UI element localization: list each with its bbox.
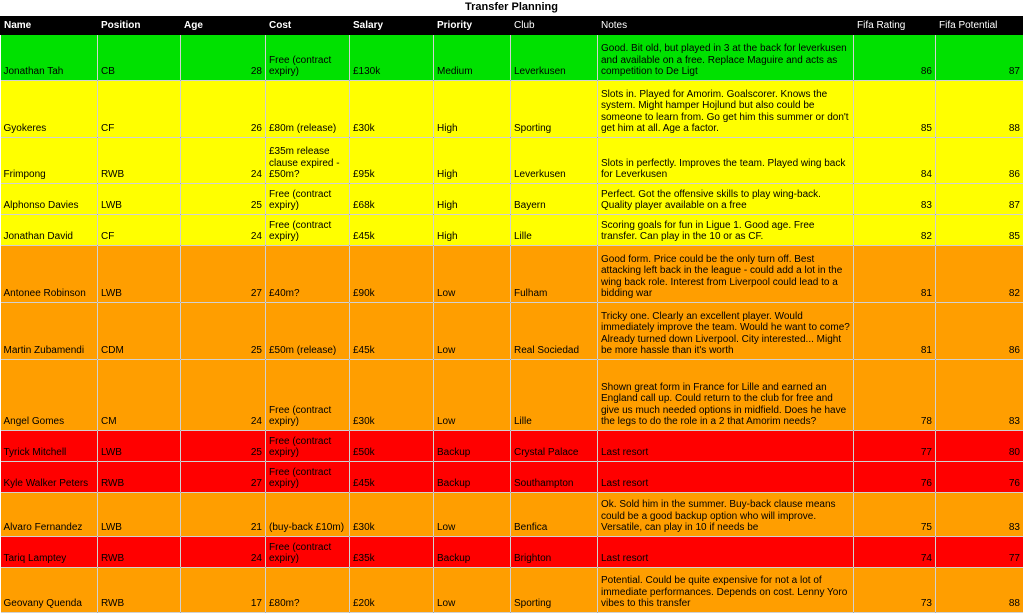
column-header-fifa-rating[interactable]: Fifa Rating — [854, 17, 936, 35]
cell-club[interactable]: Crystal Palace — [511, 431, 598, 462]
cell-salary[interactable]: £95k — [350, 138, 434, 184]
cell-club[interactable]: Bayern — [511, 184, 598, 215]
column-header-position[interactable]: Position — [98, 17, 181, 35]
cell-cost[interactable]: (buy-back £10m) — [266, 493, 350, 537]
cell-name[interactable]: Gyokeres — [1, 81, 98, 138]
cell-fifa-potential[interactable]: 88 — [936, 568, 1023, 613]
column-header-salary[interactable]: Salary — [350, 17, 434, 35]
cell-name[interactable]: Jonathan Tah — [1, 35, 98, 81]
cell-club[interactable]: Lille — [511, 215, 598, 246]
cell-position[interactable]: RWB — [98, 537, 181, 568]
cell-position[interactable]: LWB — [98, 493, 181, 537]
cell-position[interactable]: RWB — [98, 568, 181, 613]
cell-club[interactable]: Brighton — [511, 537, 598, 568]
table-row — [1, 537, 1023, 568]
cell-age[interactable]: 28 — [181, 35, 266, 81]
cell-club[interactable]: Leverkusen — [511, 138, 598, 184]
cell-fifa-potential[interactable]: 82 — [936, 246, 1023, 303]
cell-name[interactable]: Martin Zubamendi — [1, 303, 98, 360]
cell-position[interactable]: CM — [98, 360, 181, 431]
cell-club[interactable]: Sporting — [511, 568, 598, 613]
cell-position[interactable]: RWB — [98, 138, 181, 184]
cell-notes[interactable]: Scoring goals for fun in Ligue 1. Good age. Free transfer. Can play in the 10 or as CF. — [598, 215, 854, 246]
cell-position[interactable]: LWB — [98, 431, 181, 462]
cell-cost[interactable]: Free (contract expiry) — [266, 184, 350, 215]
cell-priority[interactable]: Medium — [434, 35, 511, 81]
cell-position[interactable]: LWB — [98, 184, 181, 215]
cell-salary[interactable]: £30k — [350, 81, 434, 138]
table-row — [1, 246, 1023, 303]
cell-club[interactable]: Sporting — [511, 81, 598, 138]
cell-age[interactable]: 26 — [181, 81, 266, 138]
cell-position[interactable]: CDM — [98, 303, 181, 360]
cell-age[interactable]: 21 — [181, 493, 266, 537]
cell-fifa-rating[interactable]: 84 — [854, 138, 936, 184]
cell-position[interactable]: CB — [98, 35, 181, 81]
cell-notes[interactable]: Potential. Could be quite expensive for not a lot of immediate performances. Depends on cost. Lenny Yoro vibes to this transfer — [598, 568, 854, 613]
cell-club[interactable]: Benfica — [511, 493, 598, 537]
column-header-age[interactable]: Age — [181, 17, 266, 35]
cell-name[interactable]: Angel Gomes — [1, 360, 98, 431]
cell-notes[interactable]: Tricky one. Clearly an excellent player. Would immediately improve the team. Would he want to come? Already turned down Liverpool. City interested... Might be more hassle than it's worth — [598, 303, 854, 360]
cell-age[interactable]: 24 — [181, 537, 266, 568]
cell-fifa-rating[interactable]: 85 — [854, 81, 936, 138]
cell-club[interactable]: Lille — [511, 360, 598, 431]
cell-club[interactable]: Southampton — [511, 462, 598, 493]
cell-cost[interactable]: Free (contract expiry) — [266, 462, 350, 493]
cell-name[interactable]: Geovany Quenda — [1, 568, 98, 613]
cell-cost[interactable]: Free (contract expiry) — [266, 215, 350, 246]
cell-age[interactable]: 25 — [181, 184, 266, 215]
cell-priority[interactable]: Backup — [434, 462, 511, 493]
transfer-planning-table — [0, 16, 1023, 613]
table-row — [1, 303, 1023, 360]
table-row — [1, 138, 1023, 184]
cell-cost[interactable]: £80m? — [266, 568, 350, 613]
cell-fifa-rating[interactable]: 75 — [854, 493, 936, 537]
cell-priority[interactable]: High — [434, 184, 511, 215]
cell-salary[interactable]: £45k — [350, 462, 434, 493]
cell-name[interactable]: Tyrick Mitchell — [1, 431, 98, 462]
cell-position[interactable]: RWB — [98, 462, 181, 493]
table-row — [1, 493, 1023, 537]
cell-notes[interactable]: Good. Bit old, but played in 3 at the back for leverkusen and available on a free. Replace Maguire and acts as competition to De Ligt — [598, 35, 854, 81]
cell-priority[interactable]: High — [434, 215, 511, 246]
cell-notes[interactable]: Slots in. Played for Amorim. Goalscorer. Knows the system. Might hamper Hojlund but also could be someone to learn from. Go get him this summer or don't get him at all. Age a factor. — [598, 81, 854, 138]
cell-salary[interactable]: £20k — [350, 568, 434, 613]
cell-fifa-rating[interactable]: 81 — [854, 246, 936, 303]
cell-fifa-rating[interactable]: 86 — [854, 35, 936, 81]
cell-salary[interactable]: £68k — [350, 184, 434, 215]
table-row — [1, 81, 1023, 138]
cell-priority[interactable]: High — [434, 138, 511, 184]
cell-cost[interactable]: £35m release clause expired - £50m? — [266, 138, 350, 184]
cell-position[interactable]: CF — [98, 215, 181, 246]
cell-notes[interactable]: Ok. Sold him in the summer. Buy-back clause means could be a good backup option who will improve. Versatile, can play in 10 if needs be — [598, 493, 854, 537]
cell-cost[interactable]: £80m (release) — [266, 81, 350, 138]
cell-fifa-potential[interactable]: 87 — [936, 184, 1023, 215]
cell-name[interactable]: Kyle Walker Peters — [1, 462, 98, 493]
cell-fifa-rating[interactable]: 78 — [854, 360, 936, 431]
cell-age[interactable]: 24 — [181, 360, 266, 431]
cell-fifa-rating[interactable]: 76 — [854, 462, 936, 493]
cell-age[interactable]: 24 — [181, 138, 266, 184]
cell-fifa-potential[interactable]: 86 — [936, 138, 1023, 184]
cell-priority[interactable]: Backup — [434, 537, 511, 568]
cell-salary[interactable]: £35k — [350, 537, 434, 568]
column-header-club[interactable]: Club — [511, 17, 598, 35]
cell-priority[interactable]: Backup — [434, 431, 511, 462]
cell-fifa-potential[interactable]: 83 — [936, 493, 1023, 537]
table-row — [1, 184, 1023, 215]
cell-fifa-potential[interactable]: 83 — [936, 360, 1023, 431]
cell-age[interactable]: 17 — [181, 568, 266, 613]
table-row — [1, 215, 1023, 246]
cell-cost[interactable]: £50m (release) — [266, 303, 350, 360]
cell-salary[interactable]: £30k — [350, 493, 434, 537]
cell-notes[interactable]: Last resort — [598, 462, 854, 493]
cell-fifa-potential[interactable]: 86 — [936, 303, 1023, 360]
cell-age[interactable]: 27 — [181, 246, 266, 303]
table-row — [1, 35, 1023, 81]
page-title: Transfer Planning — [0, 0, 1023, 16]
cell-fifa-potential[interactable]: 85 — [936, 215, 1023, 246]
cell-notes[interactable]: Last resort — [598, 431, 854, 462]
cell-priority[interactable]: Low — [434, 360, 511, 431]
cell-priority[interactable]: Low — [434, 493, 511, 537]
cell-fifa-rating[interactable]: 81 — [854, 303, 936, 360]
table-row — [1, 462, 1023, 493]
cell-name[interactable]: Alvaro Fernandez — [1, 493, 98, 537]
cell-club[interactable]: Fulham — [511, 246, 598, 303]
cell-fifa-potential[interactable]: 77 — [936, 537, 1023, 568]
cell-priority[interactable]: High — [434, 81, 511, 138]
column-header-cost[interactable]: Cost — [266, 17, 350, 35]
cell-age[interactable]: 24 — [181, 215, 266, 246]
cell-cost[interactable]: Free (contract expiry) — [266, 35, 350, 81]
cell-cost[interactable]: Free (contract expiry) — [266, 431, 350, 462]
cell-salary[interactable]: £45k — [350, 303, 434, 360]
cell-notes[interactable]: Good form. Price could be the only turn off. Best attacking left back in the league - could add a lot in the wing back role. Interest from Liverpool could lead to a bidding war — [598, 246, 854, 303]
cell-priority[interactable]: Low — [434, 246, 511, 303]
cell-salary[interactable]: £45k — [350, 215, 434, 246]
cell-fifa-rating[interactable]: 74 — [854, 537, 936, 568]
cell-notes[interactable]: Perfect. Got the offensive skills to play wing-back. Quality player available on a free — [598, 184, 854, 215]
cell-name[interactable]: Antonee Robinson — [1, 246, 98, 303]
cell-age[interactable]: 25 — [181, 431, 266, 462]
cell-name[interactable]: Frimpong — [1, 138, 98, 184]
cell-cost[interactable]: Free (contract expiry) — [266, 360, 350, 431]
column-header-name[interactable]: Name — [1, 17, 98, 35]
cell-fifa-potential[interactable]: 76 — [936, 462, 1023, 493]
column-header-notes[interactable]: Notes — [598, 17, 854, 35]
cell-fifa-potential[interactable]: 80 — [936, 431, 1023, 462]
cell-salary[interactable]: £30k — [350, 360, 434, 431]
cell-notes[interactable]: Shown great form in France for Lille and earned an England call up. Could return to the club for free and give us much needed options in midfield. Does he have the legs to do the role in a 2 that Amorim needs? — [598, 360, 854, 431]
cell-position[interactable]: LWB — [98, 246, 181, 303]
header-row — [1, 17, 1023, 35]
cell-priority[interactable]: Low — [434, 303, 511, 360]
cell-priority[interactable]: Low — [434, 568, 511, 613]
cell-name[interactable]: Tariq Lamptey — [1, 537, 98, 568]
table-row — [1, 360, 1023, 431]
cell-fifa-potential[interactable]: 87 — [936, 35, 1023, 81]
column-header-fifa-potential[interactable]: Fifa Potential — [936, 17, 1023, 35]
cell-salary[interactable]: £90k — [350, 246, 434, 303]
cell-cost[interactable]: Free (contract expiry) — [266, 537, 350, 568]
cell-fifa-rating[interactable]: 77 — [854, 431, 936, 462]
cell-club[interactable]: Real Sociedad — [511, 303, 598, 360]
cell-age[interactable]: 25 — [181, 303, 266, 360]
table-row — [1, 568, 1023, 613]
cell-club[interactable]: Leverkusen — [511, 35, 598, 81]
cell-name[interactable]: Alphonso Davies — [1, 184, 98, 215]
cell-name[interactable]: Jonathan David — [1, 215, 98, 246]
cell-age[interactable]: 27 — [181, 462, 266, 493]
cell-salary[interactable]: £130k — [350, 35, 434, 81]
cell-notes[interactable]: Last resort — [598, 537, 854, 568]
table-row — [1, 431, 1023, 462]
cell-notes[interactable]: Slots in perfectly. Improves the team. Played wing back for Leverkusen — [598, 138, 854, 184]
column-header-priority[interactable]: Priority — [434, 17, 511, 35]
cell-fifa-rating[interactable]: 73 — [854, 568, 936, 613]
cell-fifa-rating[interactable]: 83 — [854, 184, 936, 215]
cell-cost[interactable]: £40m? — [266, 246, 350, 303]
cell-salary[interactable]: £50k — [350, 431, 434, 462]
cell-fifa-rating[interactable]: 82 — [854, 215, 936, 246]
cell-fifa-potential[interactable]: 88 — [936, 81, 1023, 138]
cell-position[interactable]: CF — [98, 81, 181, 138]
